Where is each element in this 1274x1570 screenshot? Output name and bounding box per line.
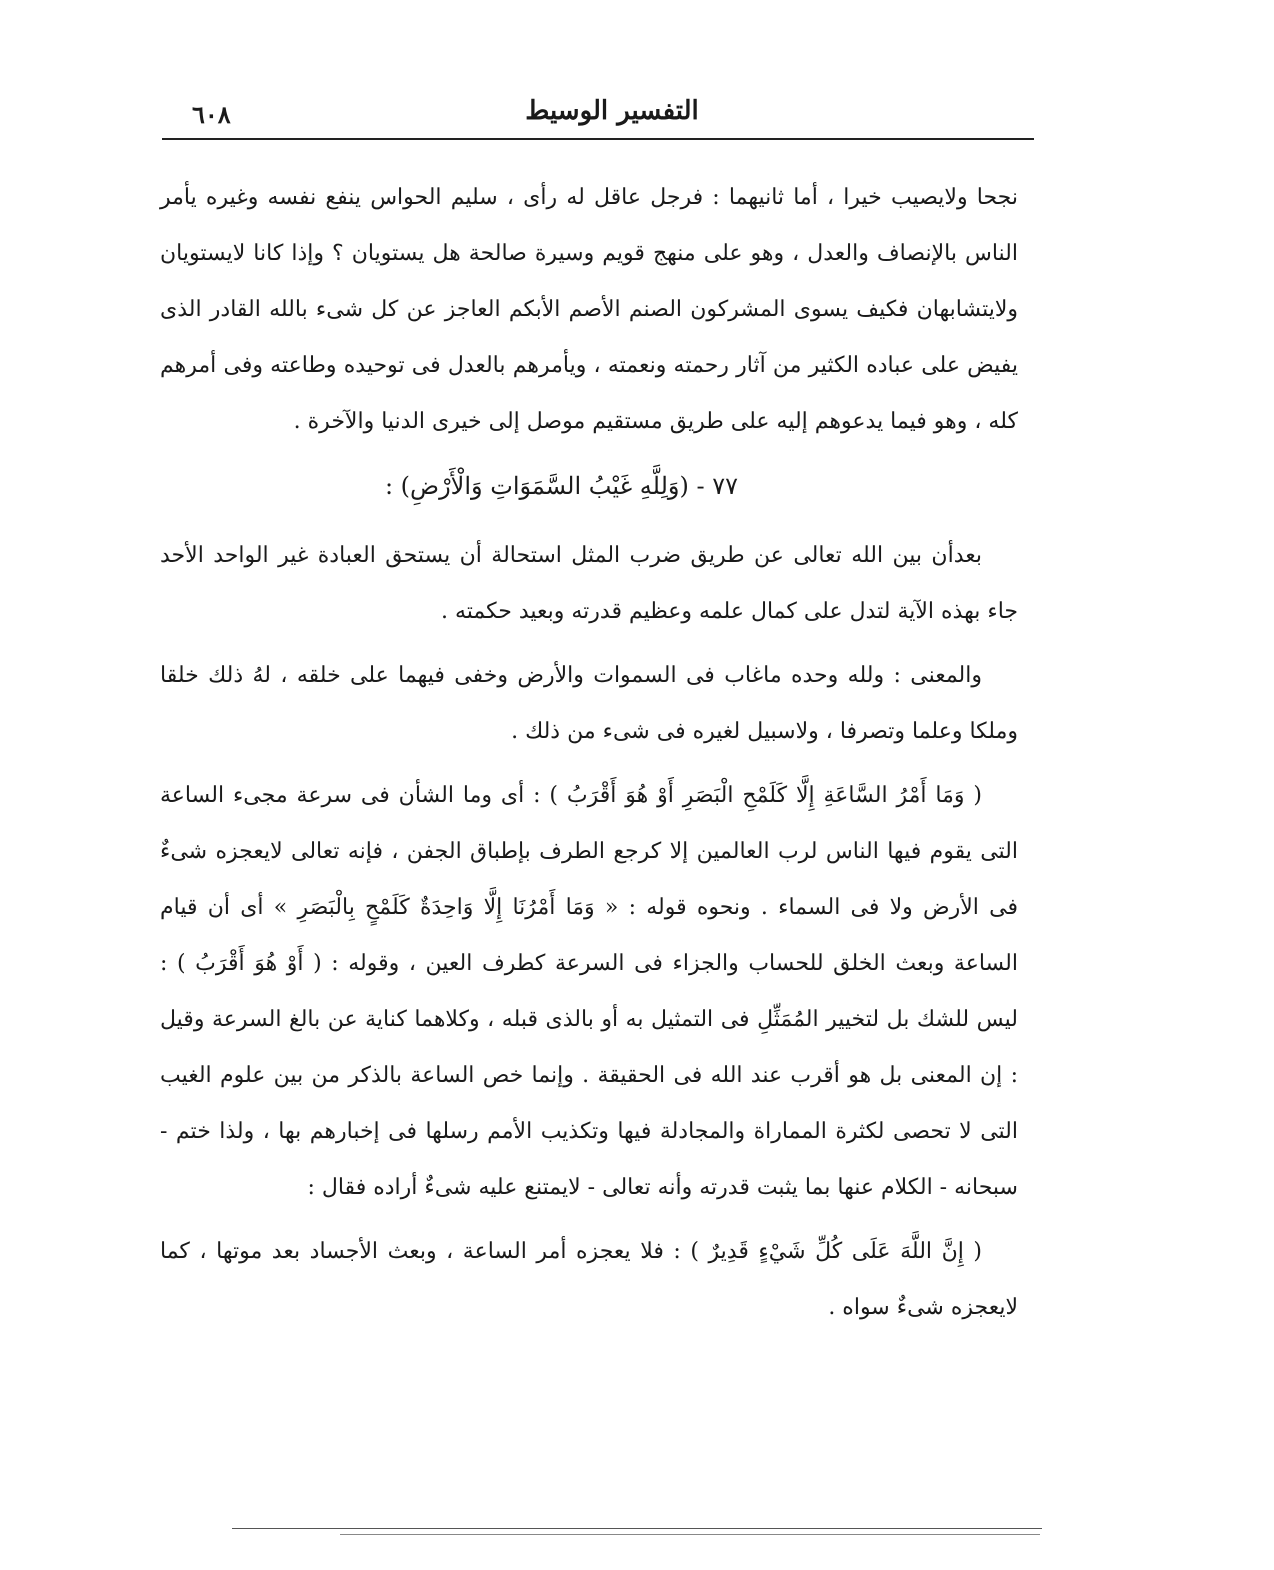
verse-heading-77: ٧٧ - (وَلِلَّهِ غَيْبُ السَّمَوَاتِ وَالْأَرْضِ) : [384,472,738,500]
paragraph-2: بعدأن بين الله تعالى عن طريق ضرب المثل استحالة أن يستحق العبادة غير الواحد الأحد جاء بهذه الآية لتدل على كمال علمه وعظيم قدرته وبعيد حكمته . [160,543,1018,624]
header-rule [162,138,1034,140]
footer-rule-secondary [340,1534,1040,1535]
page-number: ٦٠٨ [192,100,231,129]
footer-rule [232,1528,1042,1529]
paragraph-4: ( وَمَا أَمْرُ السَّاعَةِ إِلَّا كَلَمْحِ الْبَصَرِ أَوْ هُوَ أَقْرَبُ ) : أى وما الشأن فى سرعة مجىء الساعة التى يقوم فيها الناس لرب العالمين إلا كرجع الطرف بإطباق الجفن ، فإنه تعالى لايعجزه شىءٌ فى الأرض ولا فى السماء . ونحوه قوله : « وَمَا أَمْرُنَا إِلَّا وَاحِدَةٌ كَلَمْحٍ بِالْبَصَرِ » أى أن قيام الساعة وبعث الخلق للحساب والجزاء فى السرعة كطرف العين ، وقوله : ( أَوْ هُوَ أَقْرَبُ ) : ليس للشك بل لتخيير المُمَثِّلِ فى التمثيل به أو بالذى قبله ، وكلاهما كناية عن بالغ السرعة وقيل : إن المعنى بل هو أقرب عند الله فى الحقيقة . وإنما خص الساعة بالذكر من بين علوم الغيب التى لا تحصى لكثرة المماراة والمجادلة فيها وتكذيب الأمم رسلها فى إخبارهم بها ، ولذا ختم - سبحانه - الكلام عنها بما يثبت قدرته وأنه تعالى - لايمتنع عليه شىءٌ أراده فقال : [160,783,1018,1200]
page-header [162,96,1032,132]
paragraph-3: والمعنى : ولله وحده ماغاب فى السموات والأرض وخفى فيهما على خلقه ، لهُ ذلك خلقا وملكا وعلما وتصرفا ، ولاسبيل لغيره فى شىء من ذلك . [160,663,1018,744]
paragraph-1: نجحا ولايصيب خيرا ، أما ثانيهما : فرجل عاقل له رأى ، سليم الحواس ينفع نفسه وغيره يأمر الناس بالإنصاف والعدل ، وهو على منهج قويم وسيرة صالحة هل يستويان ؟ وإذا كانا لايستويان ولايتشابهان فكيف يسوى المشركون الصنم الأصم الأبكم العاجز عن كل شىء بالله القادر الذى يفيض على عباده الكثير من آثار رحمته ونعمته ، ويأمرهم بالعدل فى توحيده وطاعته وفى أمرهم كله ، وهو فيما يدعوهم إليه على طريق مستقيم موصل إلى خيرى الدنيا والآخرة . [160,185,1018,434]
paragraph-5: ( إِنَّ اللَّهَ عَلَى كُلِّ شَيْءٍ قَدِيرٌ ) : فلا يعجزه أمر الساعة ، وبعث الأجساد بعد موتها ، كما لايعجزه شىءٌ سواه . [160,1239,1018,1320]
running-title: التفسير الوسيط [525,96,699,126]
body-text [160,170,1018,1490]
